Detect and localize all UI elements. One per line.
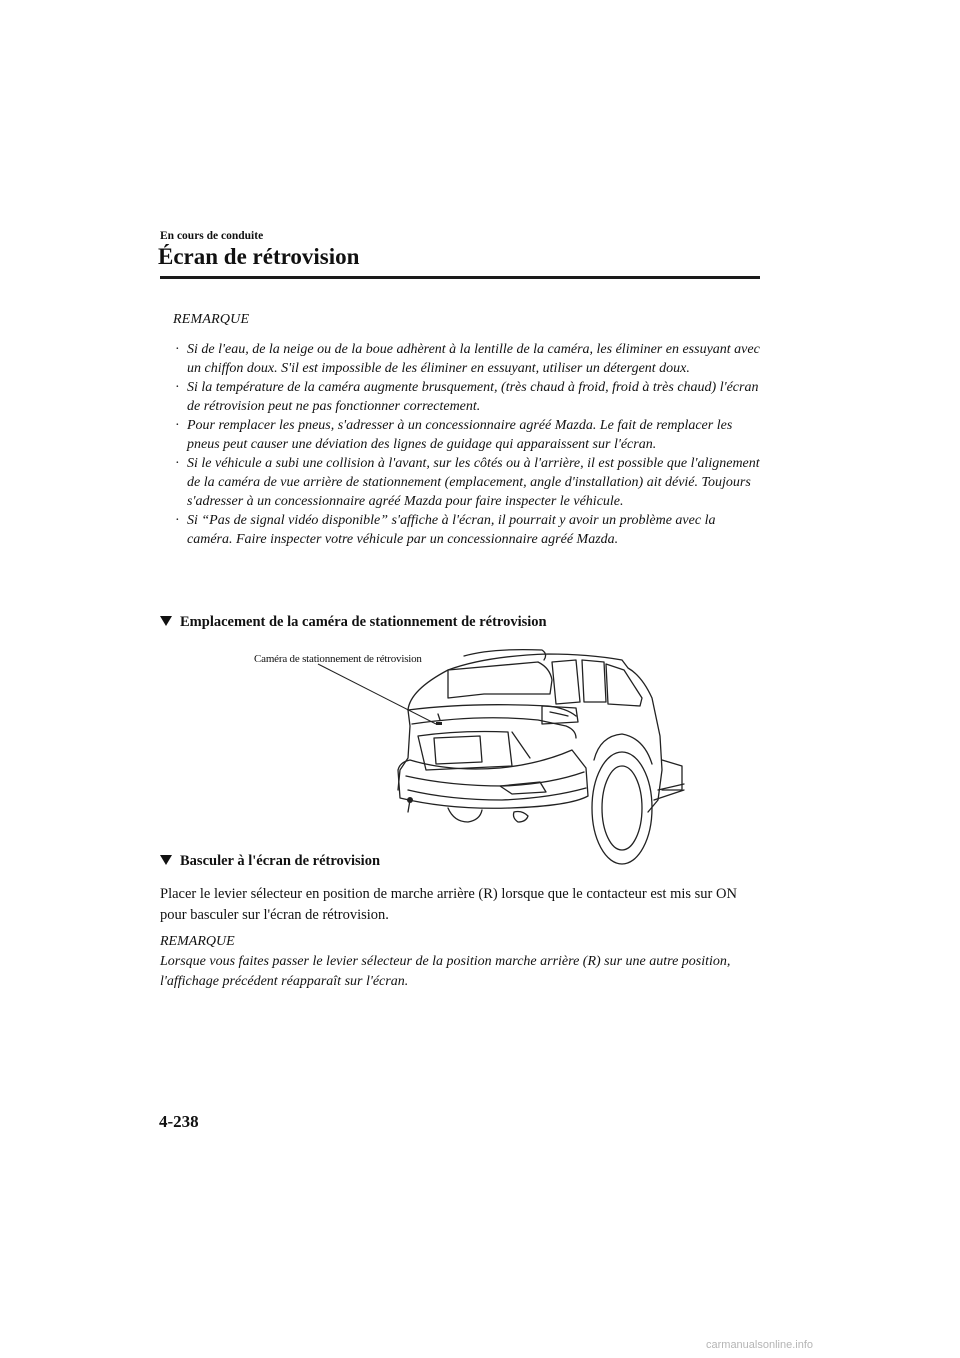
subhead-switch-view bbox=[160, 853, 380, 870]
note-item bbox=[173, 511, 763, 549]
bullet-icon: · bbox=[175, 456, 180, 471]
note-item bbox=[173, 340, 763, 378]
note-heading-2: REMARQUE bbox=[160, 934, 235, 949]
subhead-switch-view-text: Basculer à l'écran de rétrovision bbox=[180, 853, 381, 869]
section-label: En cours de conduite bbox=[160, 230, 264, 242]
triangle-down-icon bbox=[160, 616, 172, 626]
note-item-text: Si “Pas de signal vidéo disponible” s'affiche à l'écran, il pourrait y avoir un problème avec la caméra. Faire inspecter votre véhicule par un concessionnaire agréé Mazda. bbox=[187, 513, 716, 547]
car-rear-illustration bbox=[250, 640, 700, 872]
bullet-icon: · bbox=[175, 380, 180, 395]
note-item-text: Si le véhicule a subi une collision à l'avant, sur les côtés ou à l'arrière, il est possible que l'alignement de la caméra de vue arrière de stationnement (emplacement, angle d'installation) ait dévié. Toujours s'adresser à un concessionnaire agréé Mazda pour faire inspecter le véhicule. bbox=[187, 456, 760, 509]
note-item bbox=[173, 378, 763, 416]
page-title: Écran de rétrovision bbox=[158, 244, 360, 269]
bullet-icon: · bbox=[175, 513, 180, 528]
watermark-text: carmanualsonline.info bbox=[706, 1339, 814, 1351]
bullet-icon: · bbox=[175, 342, 180, 357]
title-rule bbox=[160, 276, 760, 279]
body-paragraph: Placer le levier sélecteur en position de marche arrière (R) lorsque que le contacteur est mis sur ON pour basculer sur l'écran de rétrovision. bbox=[160, 886, 737, 923]
note-item bbox=[173, 454, 763, 511]
note-item-text: Si la température de la caméra augmente brusquement, (très chaud à froid, froid à très chaud) l'écran de rétrovision peut ne pas fonctionner correctement. bbox=[187, 380, 759, 414]
note-item bbox=[173, 416, 763, 454]
note-list bbox=[173, 340, 763, 549]
page-number: 4-238 bbox=[159, 1112, 199, 1131]
note-item-text: Pour remplacer les pneus, s'adresser à un concessionnaire agréé Mazda. Le fait de remplacer les pneus peut causer une déviation des lignes de guidage qui apparaissent sur l'écran. bbox=[187, 418, 733, 452]
triangle-down-icon bbox=[160, 855, 172, 865]
note-text-2: Lorsque vous faites passer le levier sélecteur de la position marche arrière (R) sur une autre position, l'affichage précédent réapparaît sur l'écran. bbox=[160, 954, 731, 989]
subhead-camera-location bbox=[160, 614, 547, 631]
note-item-text: Si de l'eau, de la neige ou de la boue adhèrent à la lentille de la caméra, les éliminer en essuyant avec un chiffon doux. S'il est impossible de les éliminer en essuyant, utiliser un détergent doux. bbox=[187, 342, 760, 376]
figure-callout-label: Caméra de stationnement de rétrovision bbox=[254, 653, 422, 665]
subhead-camera-location-text: Emplacement de la caméra de stationnement de rétrovision bbox=[180, 614, 547, 630]
bullet-icon: · bbox=[175, 418, 180, 433]
note-heading: REMARQUE bbox=[173, 312, 250, 327]
